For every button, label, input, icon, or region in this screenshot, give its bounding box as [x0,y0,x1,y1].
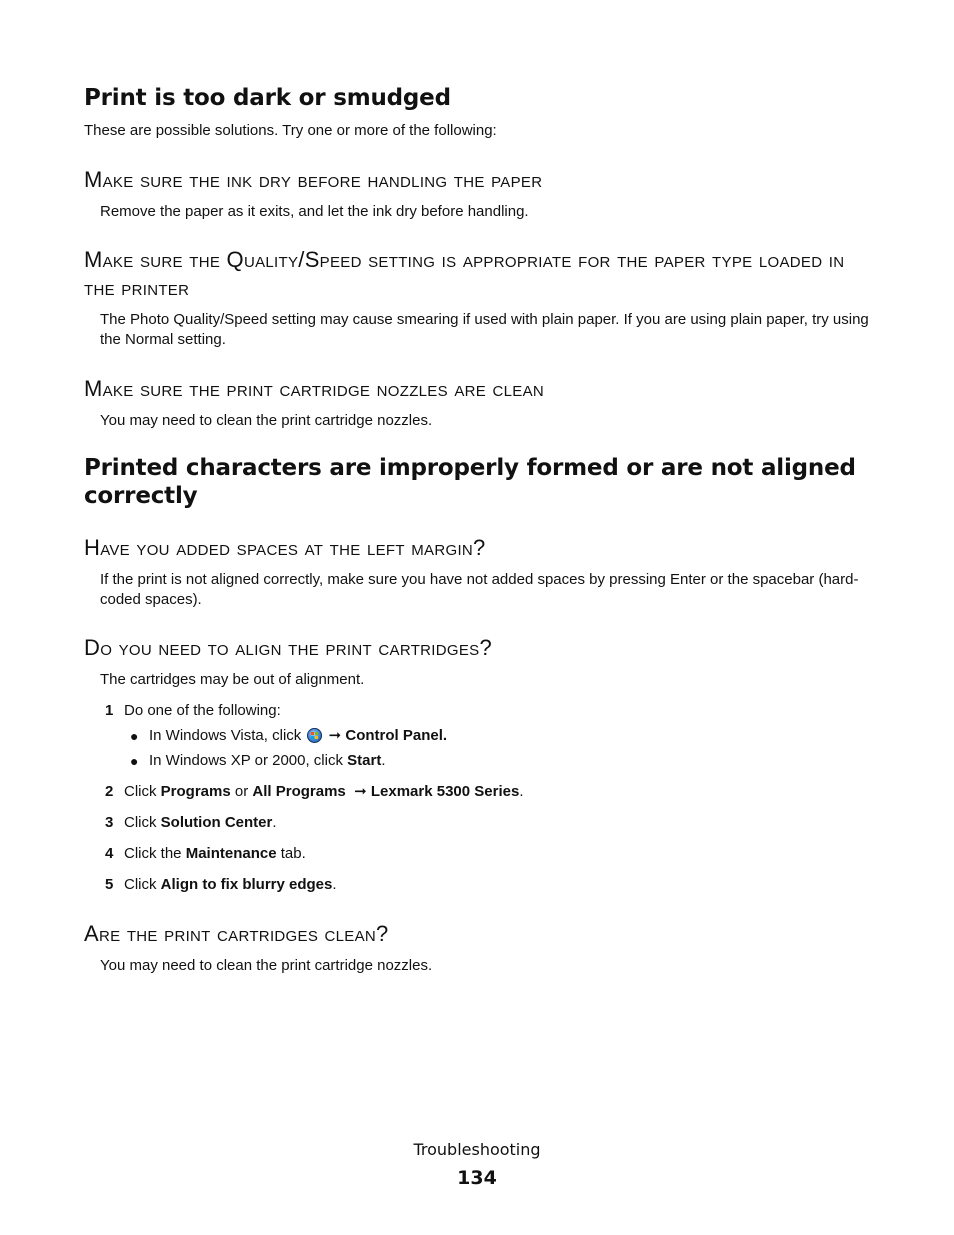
paragraph: Remove the paper as it exits, and let the ink dry before handling. [100,203,529,220]
subheading: Do you need to align the print cartridges? [84,635,493,660]
ui-term: Lexmark 5300 Series [370,783,520,800]
step-number: 4 [105,845,114,862]
paragraph: You may need to clean the print cartridge nozzles. [100,957,433,974]
arrow-icon: ➞ [328,727,342,744]
ui-term: Solution Center [160,814,273,831]
section-title: Printed characters are improperly formed or are not aligned correctly [84,455,856,509]
section-intro: These are possible solutions. Try one or more of the following: [84,122,497,139]
windows-start-orb-icon [307,728,322,743]
bullet-text: In Windows XP or 2000, click [149,752,343,769]
paragraph: You may need to clean the print cartridge nozzles. [100,412,433,429]
ui-term: All Programs [252,783,346,800]
section-title: Print is too dark or smudged [84,85,451,111]
document-page: Print is too dark or smudged These are possible solutions. Try one or more of the following: Make sure the ink dry before handling the paper Remove the paper as it exits, and let the ink dry before handling. Make sure the Quality/Speed setting is appropriate for the paper type loaded in the printer The Photo Quality/Speed setting may cause smearing if used with plain paper. If you are using plain paper, try using the Normal setting. Make sure the print cartridge nozzles are clean You may need to clean the print cartridge nozzles. Printed characters are improperly formed or are not aligned correctly Have you added spaces at the left margin? If the print is not aligned correctly, make sure you have not added spaces by pressing Enter or the spacebar (hard-coded spaces). Do you need to align the print cartridges? The cartridges may be out of alignment. 1 Do one of the following: ● In Windows Vista, click ➞ Control Panel. ● In Windows XP or 2000, click Start. 2 Click Programs or All Programs ➞ Lexmark 5300 Series. 3 Click Solution Center. 4 Click the Maintenance tab. 5 Click Align to fix blurry edges. Are the print cartridges clean? You may need to clean the print cartridge nozzles. Troubleshooting 134 [0,0,954,1235]
step-number: 2 [105,783,114,800]
step-number: 3 [105,814,114,831]
step-text: Click [124,814,157,831]
step-text: Click [124,876,157,893]
bullet-icon: ● [130,753,139,769]
ui-term: Align to fix blurry edges [160,876,333,893]
ui-term: Start [347,752,382,769]
subheading: Make sure the Quality/Speed setting is appropriate for the paper type loaded in the printer [84,247,845,300]
bullet-icon: ● [130,728,139,744]
subheading: Make sure the ink dry before handling the paper [84,167,543,192]
arrow-icon: ➞ [354,783,367,800]
subheading: Are the print cartridges clean? [84,921,389,946]
footer-chapter-label: Troubleshooting [413,1140,541,1159]
step-text: Click the [124,845,182,862]
paragraph: If the print is not aligned correctly, make sure you have not added spaces by pressing Enter or the spacebar (hard-coded spaces). [100,571,859,608]
bullet-text: In Windows Vista, click [149,727,302,744]
ui-term: Control Panel. [345,727,448,744]
page-number: 134 [457,1167,497,1189]
ui-term: Programs [160,783,231,800]
step-text: Click [124,783,157,800]
step-number: 5 [105,876,114,893]
paragraph: The Photo Quality/Speed setting may cause smearing if used with plain paper. If you are using plain paper, try using the Normal setting. [100,311,869,348]
ui-term: Maintenance [185,845,277,862]
subheading: Make sure the print cartridge nozzles are clean [84,376,545,401]
step-text: Do one of the following: [124,702,281,719]
step-number: 1 [105,702,114,719]
subheading: Have you added spaces at the left margin? [84,535,486,560]
paragraph: The cartridges may be out of alignment. [100,671,365,688]
